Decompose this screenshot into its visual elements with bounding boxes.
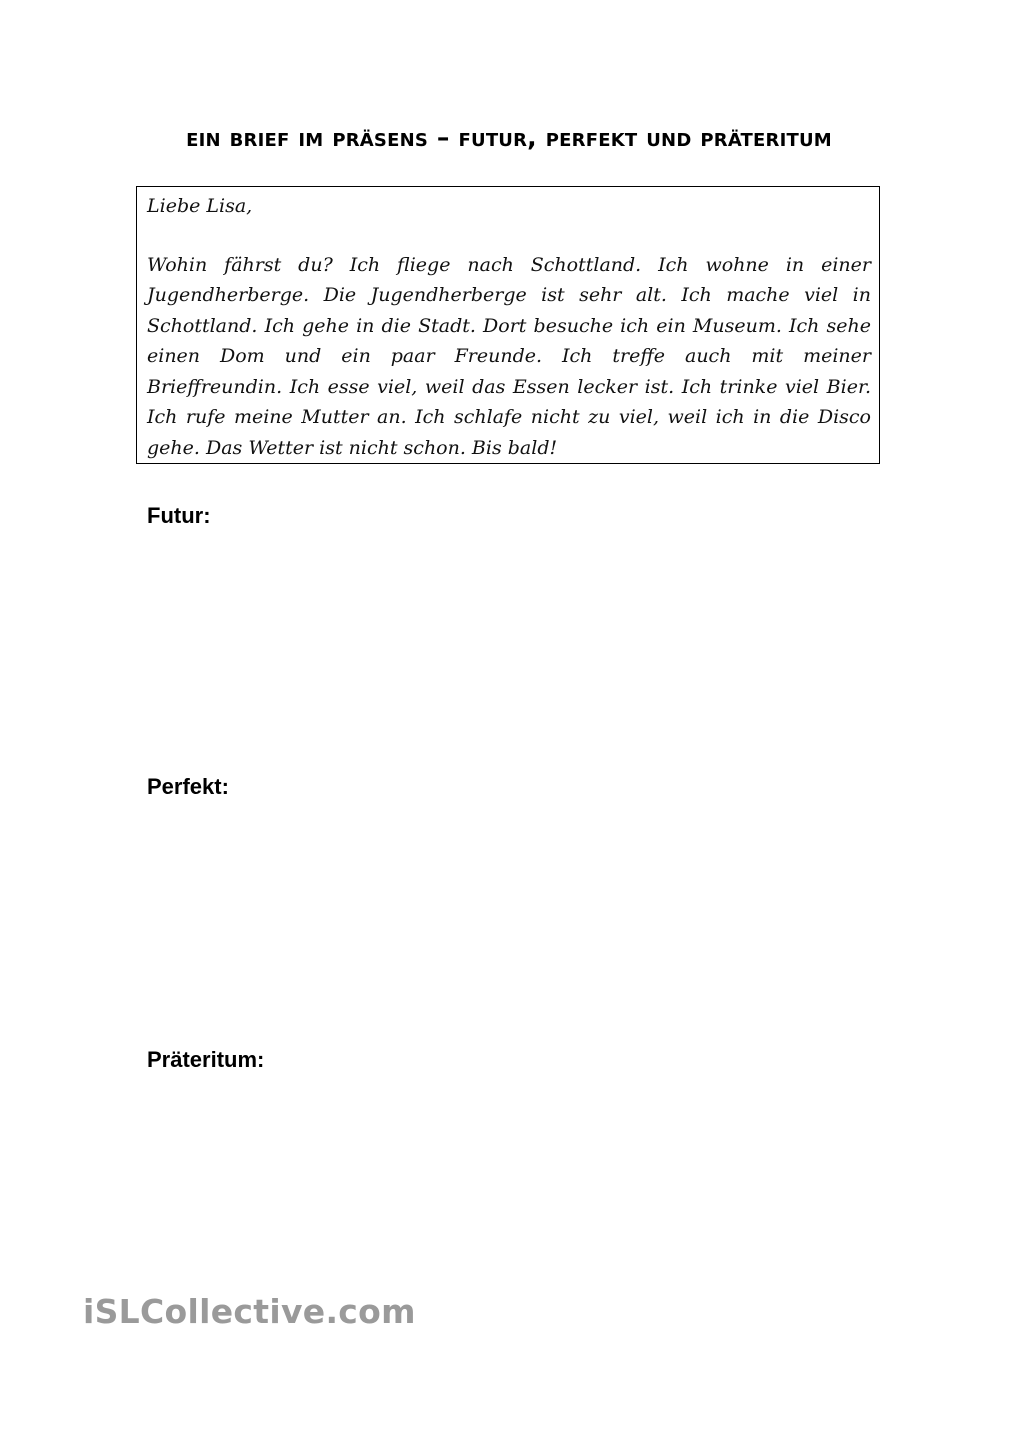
section-label-praeteritum: Präteritum: (147, 1047, 265, 1072)
letter-box (136, 186, 880, 464)
section-label-perfekt: Perfekt: (147, 774, 229, 799)
worksheet-title: ein brief im präsens – futur, perfekt und präteritum (186, 123, 832, 152)
section-label-futur: Futur: (147, 503, 211, 528)
letter-salutation: Liebe Lisa, (147, 195, 253, 217)
watermark: iSLCollective.com (83, 1292, 416, 1331)
letter-body: Wohin fährst du? Ich fliege nach Schottland. Ich wohne in einer Jugendherberge. Die Jugendherberge ist sehr alt. Ich mache viel in Schottland. Ich gehe in die Stadt. Dort besuche ich ein Museum. Ich sehe einen Dom und ein paar Freunde. Ich treffe auch mit meiner Brieffreundin. Ich esse viel, weil das Essen lecker ist. Ich trinke viel Bier. Ich rufe meine Mutter an. Ich schlafe nicht zu viel, weil ich in die Disco gehe. Das Wetter ist nicht schon. Bis bald! (147, 253, 871, 459)
